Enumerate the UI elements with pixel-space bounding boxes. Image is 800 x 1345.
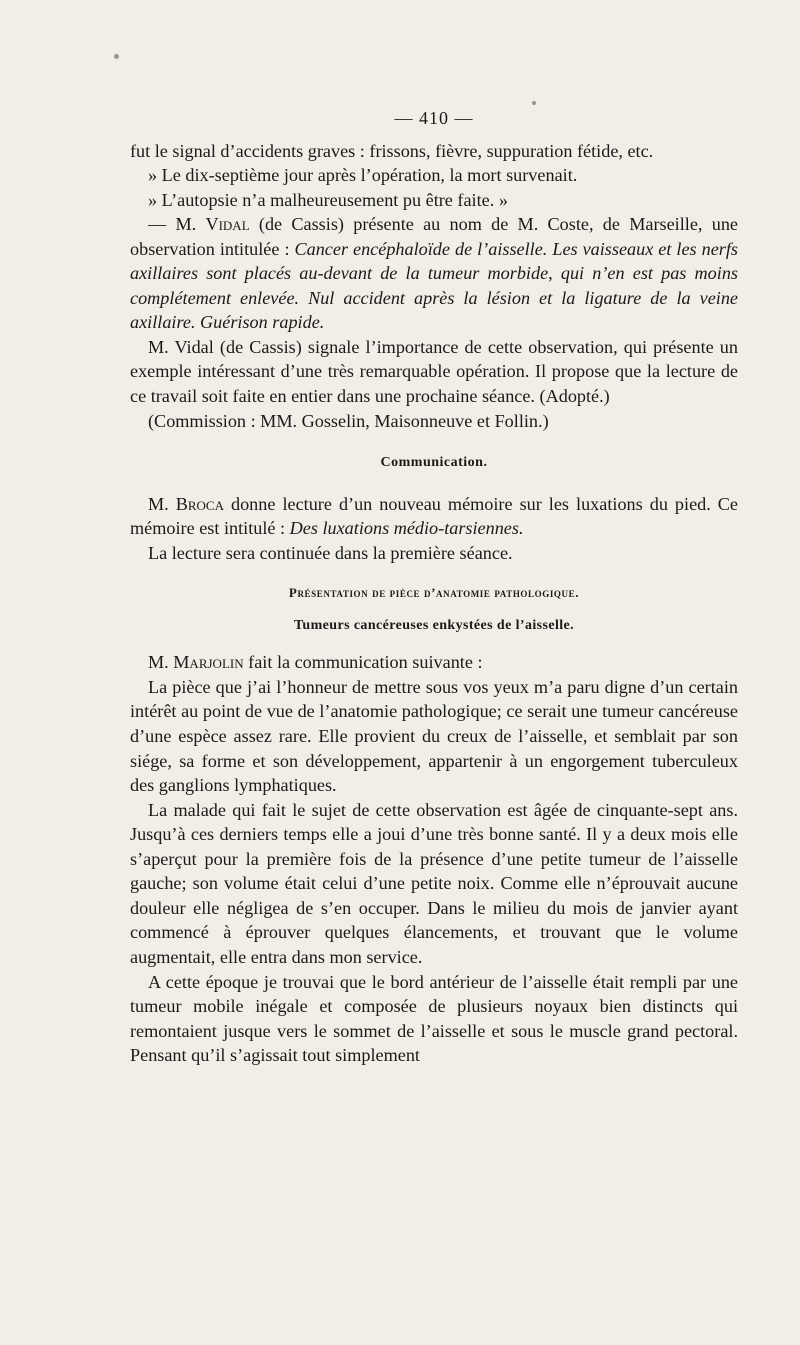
marjolin-text: fait la communication suivante : (243, 652, 483, 673)
author-name-marjolin: Marjolin (173, 652, 244, 673)
paragraph-continuation: fut le signal d’accidents graves : frissons, fièvre, suppuration fétide, etc. (130, 140, 654, 161)
author-name-vidal: Vidal (205, 214, 250, 235)
presentation-text: (de Cassis) présente au nom de M. Coste, de Marseille, une observation intitulée : (130, 214, 738, 259)
paragraph-specimen: La pièce que j’ai l’honneur de mettre sous vos yeux m’a paru digne d’un certain intérêt au point de vue de l’anatomie pathologique; ce serait une tumeur cancéreuse d’une espèce assez rare. Elle provient du creux de l’aisselle, et semblait par son siége, sa forme et son développement, appartenir à un engorgement tuberculeux des ganglions lymphatiques. (130, 676, 738, 796)
broca-text: donne lecture d’un nouveau mémoire sur les luxations du pied. Ce mémoire est intitulé : (130, 493, 738, 539)
paragraph-reading-continued: La lecture sera continuée dans la première séance. (148, 542, 513, 563)
paragraph-marjolin-intro (130, 650, 738, 675)
page-content (130, 106, 738, 1068)
author-name-broca: Broca (175, 493, 224, 514)
observation-title: Cancer encéphaloïde de l’aisselle. Les vaisseaux et les nerfs axillaires sont placés au-devant de la tumeur morbide, qui n’en est pas moins complétement enlevée. Nul accident après la lésion et la ligature de la veine axillaire. Guérison rapide. (130, 238, 738, 333)
paragraph-death: » Le dix-septième jour après l’opération, la mort survenait. (148, 165, 578, 186)
paper-speck (532, 101, 536, 105)
paragraph-vidal-importance: M. Vidal (de Cassis) signale l’importance de cette observation, qui présente un exemple intéressant d’une très remarquable opération. Il propose que la lecture de ce travail soit faite en entier dans une prochaine séance. (Adopté.) (130, 336, 738, 407)
paragraph-vidal-presentation (130, 212, 738, 335)
paper-speck (114, 54, 119, 59)
section-heading-tumeurs: Tumeurs cancéreuses enkystées de l’aisselle. (293, 617, 575, 633)
paragraph-commission: (Commission : MM. Gosselin, Maisonneuve et Follin.) (148, 410, 549, 431)
page-number: — 410 — (394, 108, 474, 128)
dash-prefix: — M. (148, 214, 206, 235)
paragraph-examination: A cette époque je trouvai que le bord antérieur de l’aisselle était rempli par une tumeur mobile inégale et composée de plusieurs noyaux bien distincts qui remontaient jusque vers le sommet de l’aisselle et sous le muscle grand pectoral. Pensant qu’il s’agissait tout simplement (130, 971, 738, 1066)
section-heading-communication: Communication. (380, 455, 488, 471)
prefix: M. (148, 493, 176, 514)
memoir-title: Des luxations médio-tarsiennes. (289, 518, 524, 539)
prefix: M. (148, 652, 174, 673)
section-heading-presentation: Présentation de pièce d’anatomie pathologique. (288, 585, 580, 601)
paragraph-autopsy: » L’autopsie n’a malheureusement pu être faite. » (148, 189, 508, 210)
paragraph-broca (130, 492, 738, 541)
paragraph-patient-history: La malade qui fait le sujet de cette observation est âgée de cinquante-sept ans. Jusqu’à ces derniers temps elle a joui d’une très bonne santé. Il y a deux mois elle s’aperçut pour la première fois de la présence d’une petite tumeur de l’aisselle gauche; son volume était celui d’une petite noix. Comme elle n’éprouvait aucune douleur elle négligea de s’en occuper. Dans le milieu du mois de janvier ayant commencé à éprouver quelques élancements, et trouvant que le volume augmentait, elle entra dans mon service. (130, 799, 738, 967)
